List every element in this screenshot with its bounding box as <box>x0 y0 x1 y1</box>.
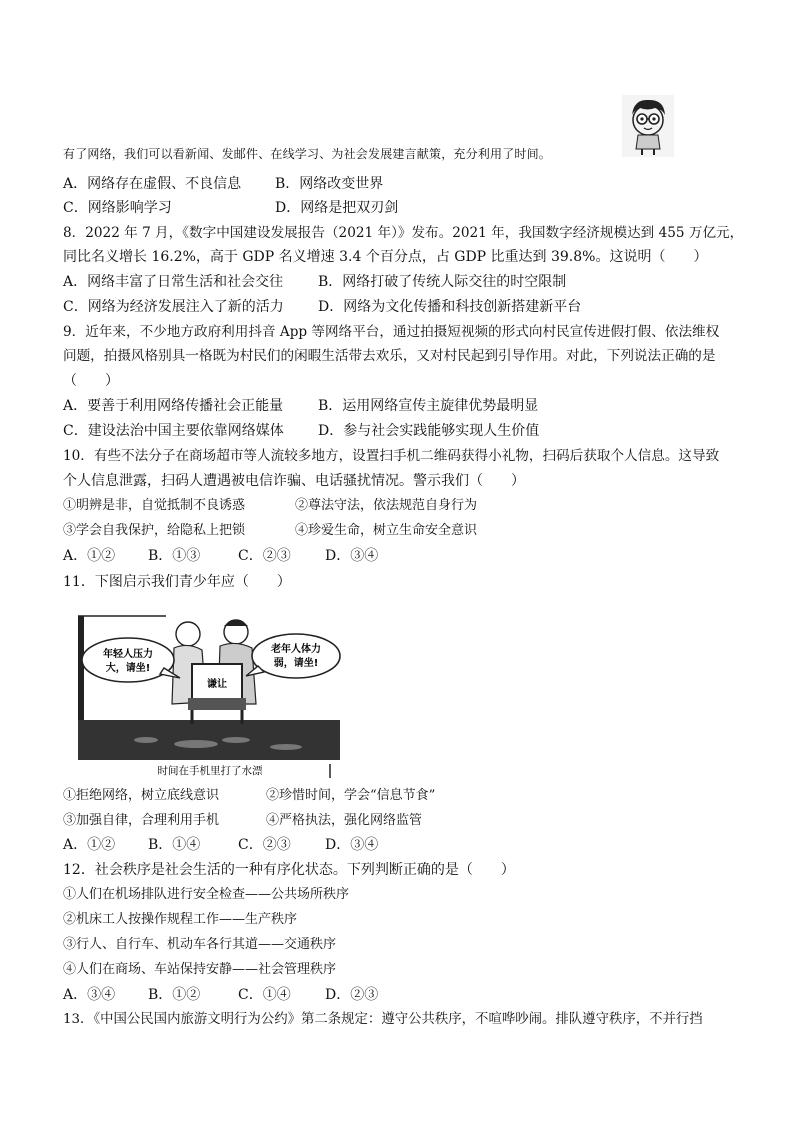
q10-statement-1: ①明辨是非，自觉抵制不良诱惑 <box>63 498 246 513</box>
q10-stem-line1: 10．有些不法分子在商场超市等人流较多地方，设置扫手机二维码获得小礼物，扫码后获取个人信息。这导致 <box>63 448 720 464</box>
q11-option-d: D．③④ <box>325 837 379 853</box>
q8-option-a: A．网络丰富了日常生活和社会交往 <box>63 274 284 290</box>
q10-statement-3: ③学会自我保护，给隐私上把锁 <box>63 523 246 538</box>
q9-stem-line3: （ ） <box>63 373 119 389</box>
q8-stem-line2: 同比名义增长 16.2%，高于 GDP 名义增速 3.4 个百分点，占 GDP 比重达到 39.8%。这说明（ ） <box>63 249 708 265</box>
q8-option-c: C．网络为经济发展注入了新的活力 <box>63 299 284 315</box>
q7-option-b: B．网络改变世界 <box>275 176 384 192</box>
q7-option-a: A．网络存在虚假、不良信息 <box>63 176 242 192</box>
q10-option-a: A．①② <box>63 548 116 564</box>
question-7-intro: 有了网络，我们可以看新闻、发邮件、在线学习、为社会发展建言献策，充分利用了时间。 <box>63 147 552 161</box>
left-bubble-line1: 年轻人压力 <box>103 649 153 660</box>
q12-stem: 12．社会秩序是社会生活的一种有序化状态。下列判断正确的是（ ） <box>63 862 515 878</box>
q13-stem-line1: 13．《中国公民国内旅游文明行为公约》第二条规定：遵守公共秩序，不喧哗吵闹。排队遵守秩序，不并行挡 <box>63 1012 703 1027</box>
q10-option-c: C．②③ <box>238 548 291 564</box>
q7-option-d: D．网络是把双刃剑 <box>275 200 399 216</box>
right-bubble-line2: 弱，请坐! <box>273 658 319 669</box>
q10-statement-4: ④珍爱生命，树立生命安全意识 <box>295 523 478 538</box>
q11-statement-3: ③加强自律，合理利用手机 <box>63 813 220 828</box>
student-cartoon-icon <box>622 95 674 157</box>
q7-option-c: C．网络影响学习 <box>63 200 172 216</box>
q12-statement-4: ④人们在商场、车站保持安静——社会管理秩序 <box>63 962 337 977</box>
chair-sign-text: 谦让 <box>207 679 227 690</box>
q11-statement-4: ④严格执法，强化网络监管 <box>266 813 423 828</box>
cartoon-caption: 时间在手机里打了水漂 <box>157 765 263 777</box>
right-bubble-line1: 老年人体力 <box>271 644 321 655</box>
q9-option-c: C．建设法治中国主要依靠网络媒体 <box>63 423 284 439</box>
q11-option-c: C．②③ <box>238 837 291 853</box>
q12-statement-3: ③行人、自行车、机动车各行其道——交通秩序 <box>63 937 337 952</box>
q8-stem-line1: 8．2022 年 7 月，《数字中国建设发展报告（2021 年）》发布。2021 年，我国数字经济规模达到 455 万亿元， <box>63 225 744 241</box>
q12-statement-2: ②机床工人按操作规程工作——生产秩序 <box>63 912 298 927</box>
q11-statement-2: ②珍惜时间，学会“信息节食” <box>266 788 436 803</box>
q12-option-c: C．①④ <box>238 987 291 1003</box>
q9-option-b: B．运用网络宣传主旋律优势最明显 <box>318 398 539 414</box>
left-bubble-line2: 大，请坐! <box>105 663 151 674</box>
q11-option-b: B．①④ <box>148 837 201 853</box>
q12-option-a: A．③④ <box>63 987 116 1003</box>
q11-option-a: A．①② <box>63 837 116 853</box>
q9-option-d: D．参与社会实践能够实现人生价值 <box>318 423 540 439</box>
q10-option-b: B．①③ <box>148 548 201 564</box>
q8-option-b: B．网络打破了传统人际交往的时空限制 <box>318 274 567 290</box>
q10-stem-line2: 个人信息泄露，扫码人遭遇被电信诈骗、电话骚扰情况。警示我们（ ） <box>63 473 525 489</box>
q9-stem-line2: 问题，拍摄风格别具一格既为村民们的闲暇生活带去欢乐，又对村民起到引导作用。对此，下列说法正确的是 <box>63 348 716 364</box>
q10-statement-2: ②尊法守法，依法规范自身行为 <box>295 498 478 513</box>
q11-stem: 11．下图启示我们青少年应（ ） <box>63 574 291 590</box>
q12-option-d: D．②③ <box>325 987 379 1003</box>
q11-statement-1: ①拒绝网络，树立底线意识 <box>63 788 220 803</box>
cartoon-illustration <box>76 612 344 780</box>
q9-option-a: A．要善于利用网络传播社会正能量 <box>63 398 284 414</box>
q10-option-d: D．③④ <box>325 548 379 564</box>
q8-option-d: D．网络为文化传播和科技创新搭建新平台 <box>318 299 582 315</box>
q12-option-b: B．①② <box>148 987 201 1003</box>
q9-stem-line1: 9．近年来，不少地方政府利用抖音 App 等网络平台，通过拍摄短视频的形式向村民宣传进假打假、依法维权 <box>63 324 720 340</box>
q12-statement-1: ①人们在机场排队进行安全检查——公共场所秩序 <box>63 887 350 902</box>
